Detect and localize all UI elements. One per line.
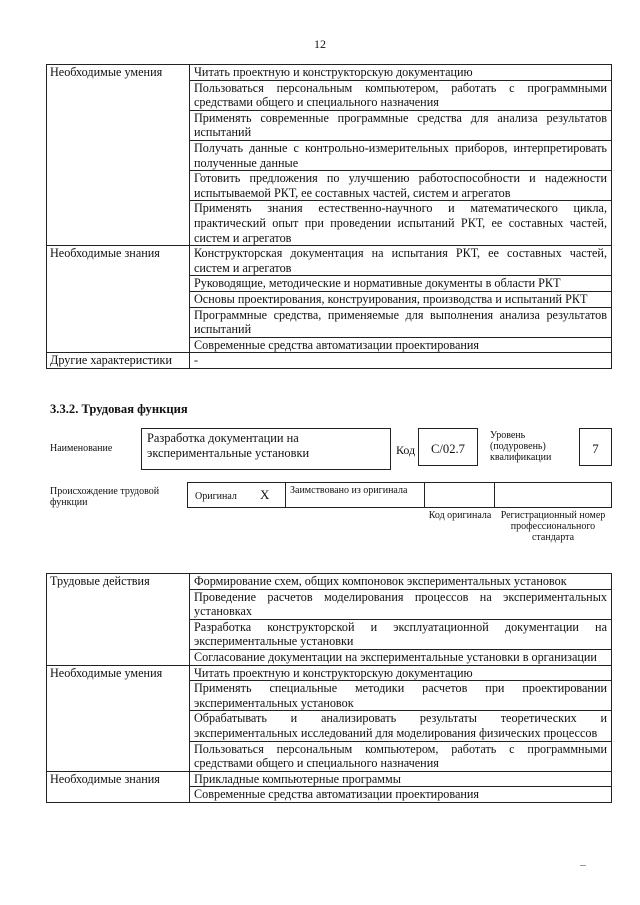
table-row <box>47 353 612 369</box>
requirement-text: Основы проектирования, конструирования, производства и испытаний РКТ <box>190 291 612 307</box>
requirement-text: Получать данные с контрольно-измерительных приборов, интерпретировать полученные данные <box>190 140 612 170</box>
requirement-text: Пользоваться персональным компьютером, работать с программными средствами общего и специального назначения <box>190 80 612 110</box>
requirement-text: Готовить предложения по улучшению работоспособности и надежности испытываемой РКТ, ее составных частей, систем и агрегатов <box>190 171 612 201</box>
original-mark: X <box>260 487 270 502</box>
requirement-text: Современные средства автоматизации проектирования <box>190 787 612 803</box>
row-group-label: Другие характеристики <box>47 353 190 369</box>
original-cell <box>188 483 286 507</box>
borrowed-cell <box>285 483 425 507</box>
requirement-text: Формирование схем, общих компоновок экспериментальных установок <box>190 574 612 590</box>
qualification-level-value: 7 <box>579 428 612 466</box>
code-label: Код <box>396 443 416 457</box>
requirement-text: Разработка конструкторской и эксплуатационной документации на экспериментальные установки <box>190 619 612 649</box>
origin-row <box>187 482 612 508</box>
table-row <box>47 771 612 787</box>
row-group-label: Необходимые умения <box>47 65 190 246</box>
requirement-text: Пользоваться персональным компьютером, работать с программными средствами общего и специального назначения <box>190 741 612 771</box>
table-row <box>47 65 612 81</box>
original-code-caption: Код оригинала <box>428 510 492 521</box>
requirement-text: Применять специальные методики расчетов при проектировании экспериментальных установок <box>190 681 612 711</box>
row-group-label: Трудовые действия <box>47 574 190 666</box>
requirement-text: Современные средства автоматизации проектирования <box>190 337 612 353</box>
requirement-text: Прикладные компьютерные программы <box>190 771 612 787</box>
requirement-text: - <box>190 353 612 369</box>
requirement-text: Проведение расчетов моделирования процессов на экспериментальных установках <box>190 589 612 619</box>
borrowed-label: Заимствовано из оригинала <box>290 485 408 496</box>
function-name-value: Разработка документации на экспериментальные установки <box>141 428 391 470</box>
name-label: Наименование <box>50 443 113 454</box>
requirement-text: Согласование документации на экспериментальные установки в организации <box>190 649 612 665</box>
registration-number-caption: Регистрационный номер профессионального стандарта <box>500 510 606 543</box>
requirement-text: Читать проектную и конструкторскую документацию <box>190 665 612 681</box>
requirement-text: Читать проектную и конструкторскую документацию <box>190 65 612 81</box>
requirement-text: Применять знания естественно-научного и математического цикла, практический опыт при проведении испытаний РКТ, ее составных частей, систем и агрегатов <box>190 201 612 246</box>
table-row <box>47 665 612 681</box>
requirement-text: Применять современные программные средства для анализа результатов испытаний <box>190 110 612 140</box>
competency-table-2 <box>46 573 612 803</box>
original-label: Оригинал <box>195 491 237 502</box>
row-group-label: Необходимые умения <box>47 665 190 771</box>
table-row <box>47 246 612 276</box>
table-row <box>47 574 612 590</box>
function-code-value: C/02.7 <box>418 428 478 466</box>
competency-table-1 <box>46 64 612 369</box>
scan-mark <box>580 865 586 866</box>
level-label: Уровень (подуровень) квалификации <box>490 430 552 463</box>
requirement-text: Обрабатывать и анализировать результаты теоретических и экспериментальных исследований для моделирования физических процессов <box>190 711 612 741</box>
requirement-text: Руководящие, методические и нормативные документы в области РКТ <box>190 276 612 292</box>
section-heading: 3.3.2. Трудовая функция <box>50 402 188 416</box>
requirement-text: Программные средства, применяемые для выполнения анализа результатов испытаний <box>190 307 612 337</box>
row-group-label: Необходимые знания <box>47 771 190 802</box>
origin-label: Происхождение трудовой функции <box>50 486 160 508</box>
registration-number-cell <box>494 483 611 507</box>
original-code-cell <box>424 483 495 507</box>
row-group-label: Необходимые знания <box>47 246 190 353</box>
requirement-text: Конструкторская документация на испытания РКТ, ее составных частей, систем и агрегатов <box>190 246 612 276</box>
page-number: 12 <box>314 37 326 51</box>
